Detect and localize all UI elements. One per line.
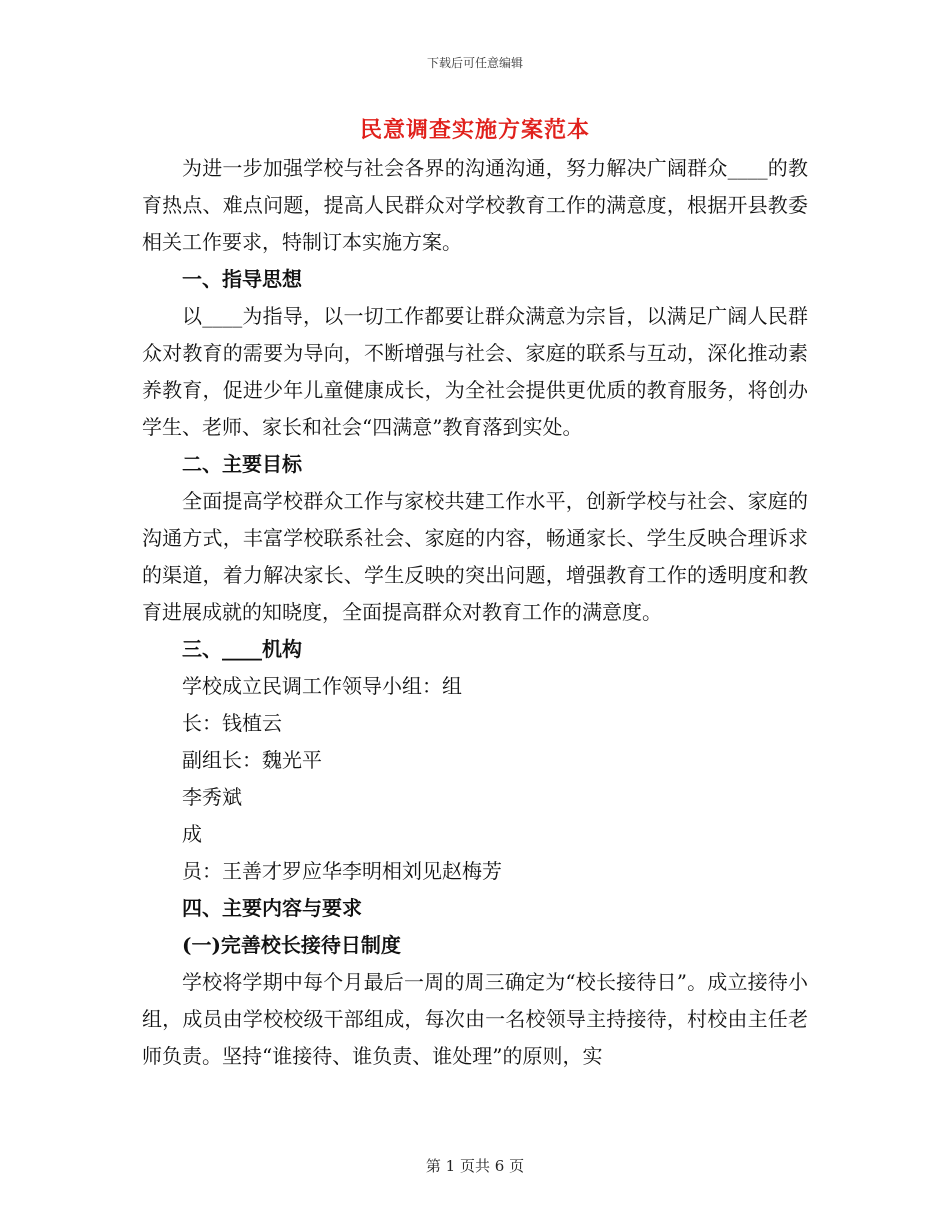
section-heading-2: 二、主要目标 — [182, 452, 302, 476]
org-line: 副组长：魏光平 — [182, 748, 322, 772]
document-title: 民意调查实施方案范本 — [359, 117, 590, 143]
page-footer: 第 1 页共 6 页 — [425, 1157, 525, 1175]
section-heading-3: 三、____机构 — [182, 637, 302, 661]
org-line: 员：王善才罗应华李明相刘见赵梅芳 — [182, 859, 502, 883]
page-header: 下载后可任意编辑 — [426, 56, 523, 70]
intro-paragraph: 为进一步加强学校与社会各界的沟通沟通，努力解决广阔群众____的教育热点、难点问题，提高人民群众对学校教育工作的满意度，根据开县教委相关工作要求，特制订本实施方案。 — [142, 156, 808, 254]
org-line: 李秀斌 — [182, 785, 242, 809]
subsection-heading-1: (一)完善校长接待日制度 — [182, 933, 401, 957]
section-heading-1: 一、指导思想 — [182, 267, 302, 291]
org-line: 学校成立民调工作领导小组：组 — [182, 674, 462, 698]
goals-paragraph: 全面提高学校群众工作与家校共建工作水平，创新学校与社会、家庭的沟通方式，丰富学校联系社会、家庭的内容，畅通家长、学生反映合理诉求的渠道，着力解决家长、学生反映的突出问题，增强教育工作的透明度和教育进展成就的知晓度，全面提高群众对教育工作的满意度。 — [142, 489, 808, 624]
reception-paragraph: 学校将学期中每个月最后一周的周三确定为“校长接待日”。成立接待小组，成员由学校校级干部组成，每次由一名校领导主持接待，村校由主任老师负责。坚持“谁接待、谁负责、谁处理”的原则，实 — [142, 970, 808, 1068]
document-body — [142, 150, 808, 1075]
org-line: 成 — [182, 822, 202, 846]
org-line: 长：钱植云 — [182, 711, 282, 735]
section-heading-4: 四、主要内容与要求 — [182, 896, 362, 920]
guiding-paragraph: 以____为指导，以一切工作都要让群众满意为宗旨，以满足广阔人民群众对教育的需要为导向，不断增强与社会、家庭的联系与互动，深化推动素养教育，促进少年儿童健康成长，为全社会提供更优质的教育服务，将创办学生、老师、家长和社会“四满意”教育落到实处。 — [142, 304, 808, 439]
